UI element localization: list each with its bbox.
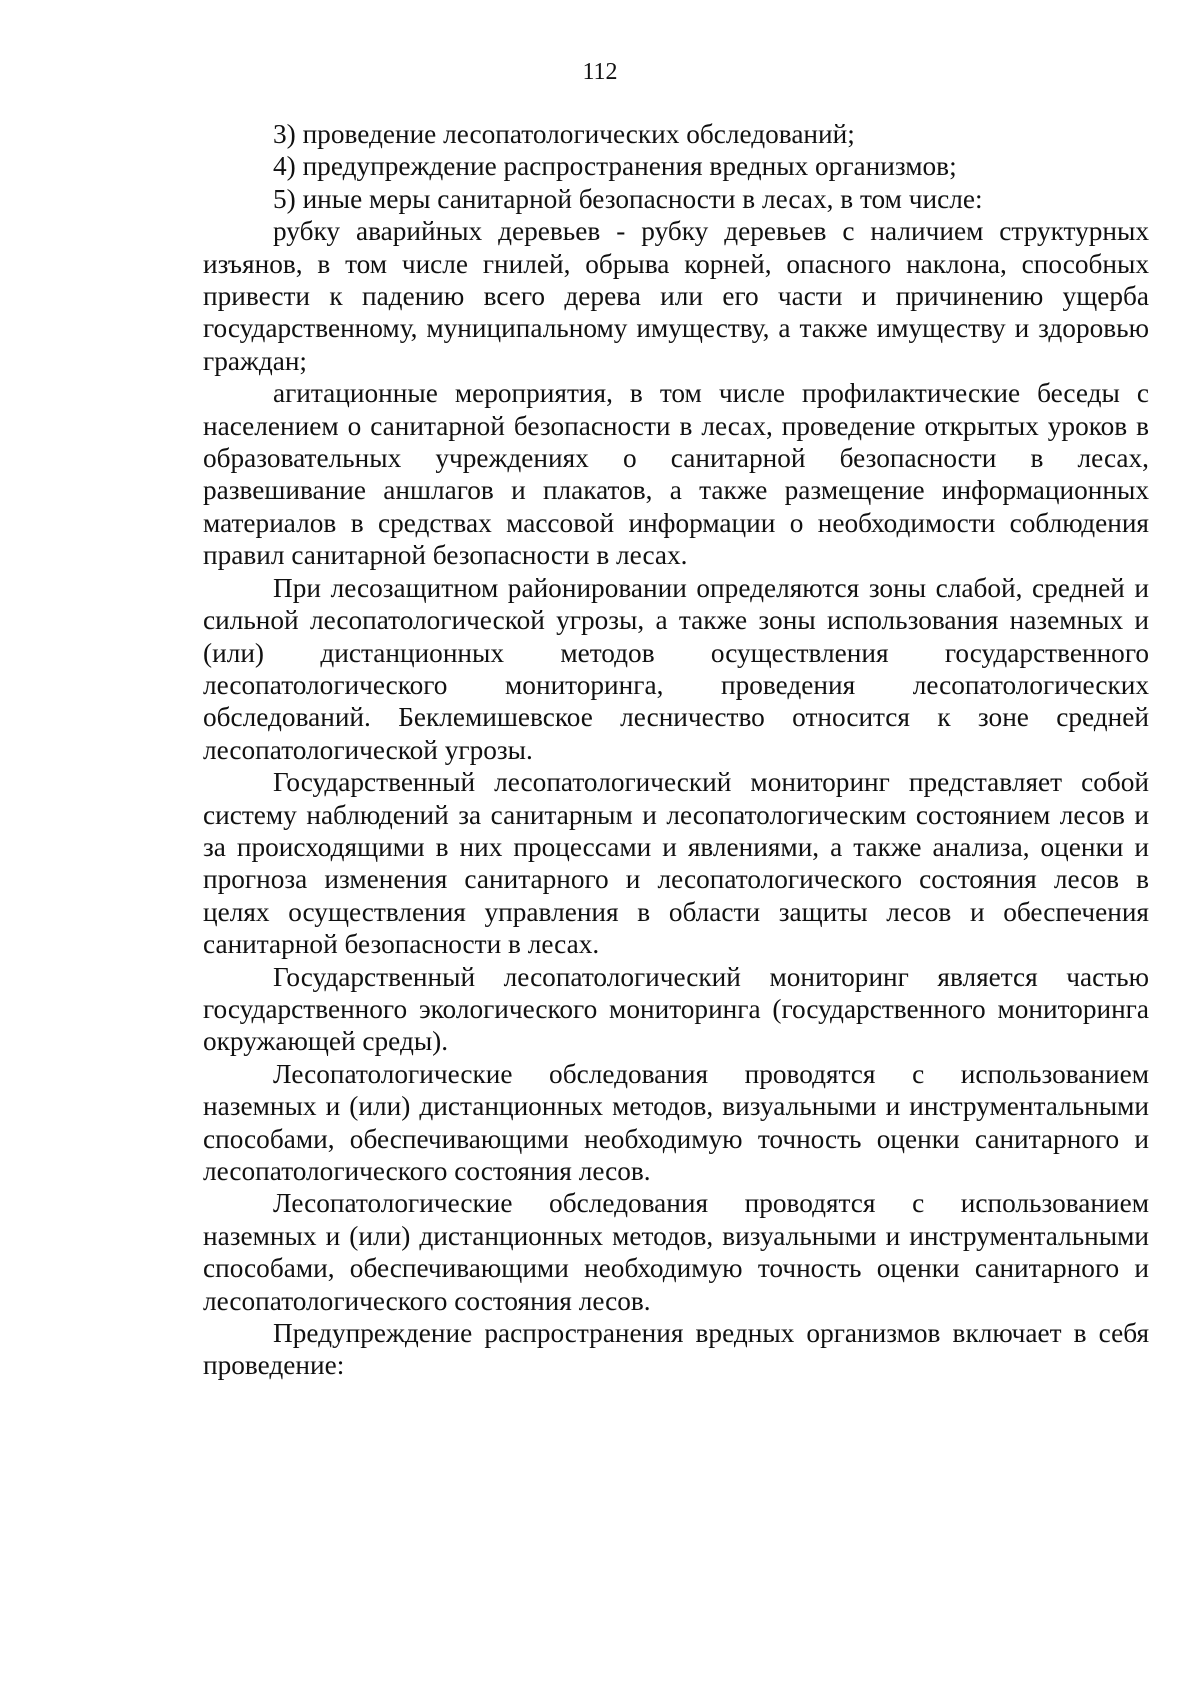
list-item-4: 4) предупреждение распространения вредных организмов; xyxy=(273,151,957,182)
paragraph-awareness-activities: агитационные мероприятия, в том числе профилактические беседы с населением о санитарной безопасности в лесах, проведение открытых уроков в образовательных учреждениях о санитарной безопасности в лесах, развешивание аншлагов и плакатов, а также размещение информационных материалов в средствах массовой информации о необходимости соблюдения правил санитарной безопасности в лесах. xyxy=(203,378,1149,571)
page-number: 112 xyxy=(582,59,618,85)
paragraph-monitoring-part: Государственный лесопатологический мониторинг является частью государственного экологического мониторинга (государственного мониторинга окружающей среды). xyxy=(203,961,1149,1057)
document-body xyxy=(203,118,1149,1382)
paragraph-surveys: Лесопатологические обследования проводятся с использованием наземных и (или) дистанционных методов, визуальными и инструментальными способами, обеспечивающими необходимую точность оценки санитарного и лесопатологического состояния лесов. xyxy=(203,1058,1149,1186)
paragraph-emergency-felling: рубку аварийных деревьев - рубку деревьев с наличием структурных изъянов, в том числе гнилей, обрыва корней, опасного наклона, способных привести к падению всего дерева или его части и причинению ущерба государственному, муниципальному имуществу, а также имуществу и здоровью граждан; xyxy=(203,216,1149,376)
paragraph-monitoring-definition: Государственный лесопатологический мониторинг представляет собой систему наблюдений за санитарным и лесопатологическим состоянием лесов и за происходящими в них процессами и явлениями, а также анализа, оценки и прогноза изменения санитарного и лесопатологического состояния лесов в целях осуществления управления в области защиты лесов и обеспечения санитарной безопасности в лесах. xyxy=(203,767,1149,960)
list-item-3: 3) проведение лесопатологических обследований; xyxy=(273,119,855,149)
paragraph-prevention: Предупреждение распространения вредных организмов включает в себя проведение: xyxy=(203,1318,1149,1381)
paragraph-zoning: При лесозащитном районировании определяются зоны слабой, средней и сильной лесопатологической угрозы, а также зоны использования наземных и (или) дистанционных методов осуществления государственного лесопатологического мониторинга, проведения лесопатологических обследований. Беклемишевское лесничество относится к зоне средней лесопатологической угрозы. xyxy=(203,572,1149,765)
list-item-5: 5) иные меры санитарной безопасности в лесах, в том числе: xyxy=(273,183,983,214)
paragraph-surveys-repeat: Лесопатологические обследования проводятся с использованием наземных и (или) дистанционных методов, визуальными и инструментальными способами, обеспечивающими необходимую точность оценки санитарного и лесопатологического состояния лесов. xyxy=(203,1188,1149,1316)
